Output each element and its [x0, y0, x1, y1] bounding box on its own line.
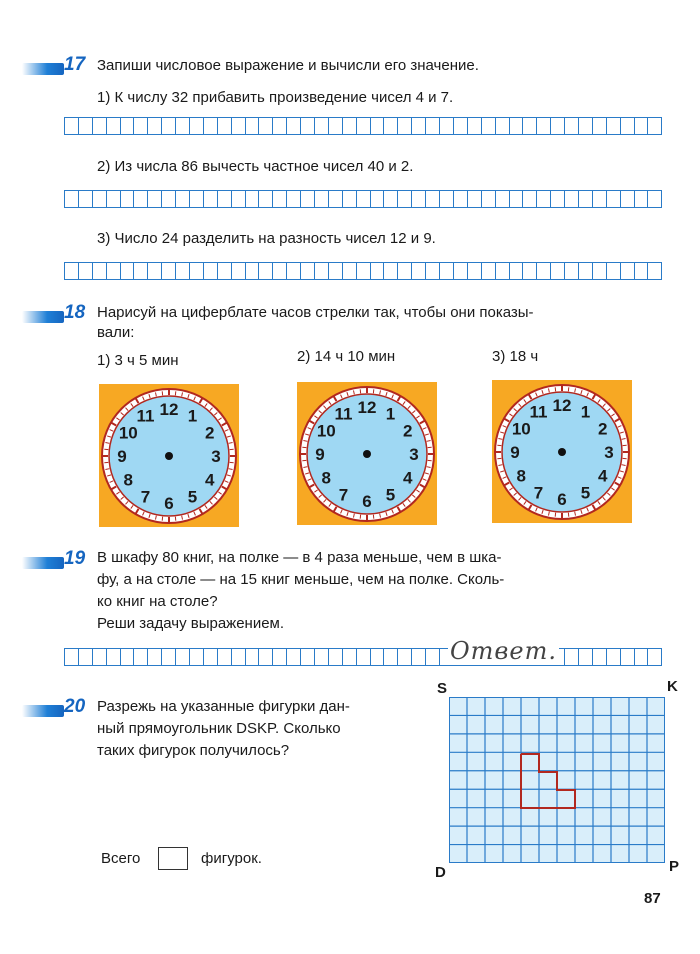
corner-d: D	[435, 864, 446, 881]
dial-number: 1	[385, 404, 396, 424]
dial-number: 4	[204, 470, 215, 490]
grid-cell[interactable]	[190, 117, 204, 135]
grid-cell[interactable]	[246, 190, 260, 208]
grid-cell[interactable]	[148, 262, 162, 280]
grid-cell[interactable]	[273, 262, 287, 280]
grid-cell[interactable]	[412, 117, 426, 135]
grid-cell[interactable]	[176, 190, 190, 208]
dial-number: 12	[357, 398, 377, 417]
grid-cell[interactable]	[134, 190, 148, 208]
grid-cell[interactable]	[357, 262, 371, 280]
grid-cell[interactable]	[315, 648, 329, 666]
grid-cell[interactable]	[648, 190, 662, 208]
grid-cell[interactable]	[496, 262, 510, 280]
grid-cell[interactable]	[93, 262, 107, 280]
grid-cell[interactable]	[232, 117, 246, 135]
page-number: 87	[644, 890, 661, 907]
grid-cell[interactable]	[134, 262, 148, 280]
grid-cell[interactable]	[232, 648, 246, 666]
grid-cell[interactable]	[426, 262, 440, 280]
dial-number: 2	[597, 419, 608, 439]
grid-cell[interactable]	[107, 648, 121, 666]
grid-cell[interactable]	[398, 190, 412, 208]
grid-cell[interactable]	[565, 262, 579, 280]
grid-cell[interactable]	[440, 262, 454, 280]
dial-number: 12	[159, 400, 179, 419]
grid-cell[interactable]	[93, 190, 107, 208]
grid-cell[interactable]	[162, 262, 176, 280]
grid-cell[interactable]	[315, 190, 329, 208]
dial-number: 11	[529, 402, 548, 422]
grid-cell[interactable]	[496, 190, 510, 208]
grid-cell[interactable]	[496, 117, 510, 135]
grid-cell[interactable]	[607, 117, 621, 135]
grid-cell[interactable]	[79, 190, 93, 208]
grid-cell[interactable]	[523, 190, 537, 208]
grid-cell[interactable]	[204, 190, 218, 208]
task-17-title: Запиши числовое выражение и вычисли его значение.	[97, 57, 479, 74]
grid-cell[interactable]	[398, 117, 412, 135]
grid-cell[interactable]	[371, 190, 385, 208]
grid-cell[interactable]	[246, 262, 260, 280]
grid-cell[interactable]	[343, 262, 357, 280]
grid-cell[interactable]	[79, 648, 93, 666]
grid-cell[interactable]	[482, 117, 496, 135]
dial-number: 1	[187, 406, 198, 426]
grid-cell[interactable]	[454, 117, 468, 135]
clock-2-label: 2) 14 ч 10 мин	[297, 348, 396, 365]
grid-cell[interactable]	[454, 262, 468, 280]
task-18-title-line-2: вали:	[97, 324, 135, 341]
dial-number: 6	[362, 492, 372, 511]
grid-cell[interactable]	[246, 117, 260, 135]
grid-cell[interactable]	[412, 648, 426, 666]
grid-cell[interactable]	[232, 262, 246, 280]
grid-cell[interactable]	[287, 262, 301, 280]
grid-cell[interactable]	[65, 190, 79, 208]
grid-cell[interactable]	[593, 262, 607, 280]
answer-grid-19[interactable]	[64, 648, 662, 666]
grid-cell[interactable]	[287, 117, 301, 135]
grid-cell[interactable]	[510, 117, 524, 135]
clock-face	[492, 380, 632, 523]
dial-number: 5	[580, 483, 591, 503]
clock-face	[99, 384, 239, 527]
grid-cell[interactable]	[357, 648, 371, 666]
grid-cell[interactable]	[190, 648, 204, 666]
rectangle-dskp-grid[interactable]	[449, 697, 665, 863]
grid-cell[interactable]	[218, 190, 232, 208]
grid-cell[interactable]	[259, 117, 273, 135]
dial-number: 6	[557, 490, 567, 509]
dial-number: 9	[117, 447, 127, 466]
grid-cell[interactable]	[218, 648, 232, 666]
grid-cell[interactable]	[65, 262, 79, 280]
grid-cell[interactable]	[593, 190, 607, 208]
corner-p: P	[669, 858, 680, 875]
grid-cell[interactable]	[537, 262, 551, 280]
grid-cell[interactable]	[148, 190, 162, 208]
task-20-number: 20	[64, 696, 86, 717]
clock-1-label: 1) 3 ч 5 мин	[97, 352, 179, 369]
dial-number: 8	[123, 470, 134, 490]
grid-cell[interactable]	[635, 190, 649, 208]
grid-cell[interactable]	[176, 262, 190, 280]
grid-cell[interactable]	[426, 648, 440, 666]
task-18-title-line-1: Нарисуй на циферблате часов стрелки так, чтобы они показы-	[97, 304, 534, 321]
dial-number: 2	[402, 421, 413, 441]
grid-cell[interactable]	[468, 190, 482, 208]
grid-cell[interactable]	[579, 190, 593, 208]
grid-cell[interactable]	[523, 262, 537, 280]
grid-cell[interactable]	[482, 262, 496, 280]
grid-cell[interactable]	[468, 262, 482, 280]
task-19-line-2: фу, а на столе — на 15 книг меньше, чем на полке. Сколь-	[97, 571, 505, 588]
grid-cell[interactable]	[551, 117, 565, 135]
grid-cell[interactable]	[343, 117, 357, 135]
grid-cell[interactable]	[246, 648, 260, 666]
grid-cell[interactable]	[593, 648, 607, 666]
grid-cell[interactable]	[510, 262, 524, 280]
grid-cell[interactable]	[273, 190, 287, 208]
grid-cell[interactable]	[134, 648, 148, 666]
answer-grid-17-1[interactable]	[64, 117, 662, 135]
clock-center-dot	[558, 448, 566, 456]
grid-cell[interactable]	[218, 117, 232, 135]
task-20-marker	[22, 705, 64, 717]
dial-number: 11	[136, 406, 155, 426]
grid-cell[interactable]	[384, 190, 398, 208]
dial-number: 10	[316, 421, 336, 441]
grid-cell[interactable]	[523, 117, 537, 135]
grid-cell[interactable]	[190, 262, 204, 280]
dial-number: 3	[409, 445, 419, 464]
grid-cell[interactable]	[607, 648, 621, 666]
grid-cell[interactable]	[232, 190, 246, 208]
grid-cell[interactable]	[635, 648, 649, 666]
grid-cell[interactable]	[204, 262, 218, 280]
grid-cell[interactable]	[357, 117, 371, 135]
grid-cell[interactable]	[593, 117, 607, 135]
dial-number: 3	[604, 443, 614, 462]
grid-cell[interactable]	[371, 648, 385, 666]
grid-cell[interactable]	[301, 190, 315, 208]
grid-cell[interactable]	[648, 117, 662, 135]
grid-cell[interactable]	[440, 117, 454, 135]
grid-cell[interactable]	[579, 117, 593, 135]
grid-cell[interactable]	[384, 262, 398, 280]
task-19-marker	[22, 557, 64, 569]
grid-cell[interactable]	[79, 262, 93, 280]
grid-cell[interactable]	[398, 262, 412, 280]
grid-cell[interactable]	[107, 190, 121, 208]
dial-number: 5	[187, 487, 198, 507]
dial-number: 11	[334, 404, 353, 424]
grid-cell[interactable]	[621, 648, 635, 666]
grid-cell[interactable]	[329, 262, 343, 280]
corner-s: S	[437, 680, 448, 697]
grid-cell[interactable]	[621, 262, 635, 280]
grid-cell[interactable]	[259, 262, 273, 280]
task-20-line-2: ный прямоугольник DSKP. Сколько	[97, 720, 341, 737]
grid-cell[interactable]	[65, 117, 79, 135]
grid-cell[interactable]	[329, 190, 343, 208]
dial-number: 4	[597, 466, 608, 486]
grid-cell[interactable]	[121, 262, 135, 280]
grid-cell[interactable]	[204, 648, 218, 666]
grid-cell[interactable]	[315, 117, 329, 135]
grid-cell[interactable]	[93, 117, 107, 135]
grid-cell[interactable]	[107, 117, 121, 135]
grid-cell[interactable]	[65, 648, 79, 666]
grid-cell[interactable]	[329, 648, 343, 666]
grid-cell[interactable]	[426, 190, 440, 208]
grid-cell[interactable]	[162, 190, 176, 208]
dial-number: 4	[402, 468, 413, 488]
dial-number: 3	[211, 447, 221, 466]
total-prefix: Всего	[101, 850, 141, 867]
dial-number: 8	[516, 466, 527, 486]
total-suffix: фигурок.	[201, 850, 262, 867]
grid-cell[interactable]	[273, 648, 287, 666]
dial-number: 9	[315, 445, 325, 464]
dial-number: 8	[321, 468, 332, 488]
dial-number: 6	[164, 494, 174, 513]
task-19-line-3: ко книг на столе?	[97, 593, 218, 610]
task-19-number: 19	[64, 548, 86, 569]
grid-cell[interactable]	[565, 648, 579, 666]
task-19-line-4: Реши задачу выражением.	[97, 615, 285, 632]
grid-cell[interactable]	[357, 190, 371, 208]
grid-cell[interactable]	[315, 262, 329, 280]
grid-cell[interactable]	[468, 117, 482, 135]
task-17-item-3: 3) Число 24 разделить на разность чисел 12 и 9.	[97, 230, 436, 247]
clock-3[interactable]	[492, 380, 632, 523]
grid-cell[interactable]	[287, 648, 301, 666]
grid-cell[interactable]	[121, 117, 135, 135]
grid-cell[interactable]	[384, 648, 398, 666]
grid-cell[interactable]	[343, 190, 357, 208]
grid-cell[interactable]	[176, 117, 190, 135]
grid-cell[interactable]	[329, 117, 343, 135]
dial-number: 7	[533, 483, 544, 503]
grid-cell[interactable]	[482, 190, 496, 208]
task-17-marker	[22, 63, 64, 75]
answer-grid-17-3[interactable]	[64, 262, 662, 280]
task-17-item-1: 1) К числу 32 прибавить произведение чисел 4 и 7.	[97, 89, 454, 106]
task-19-line-1: В шкафу 80 книг, на полке — в 4 раза меньше, чем в шка-	[97, 549, 502, 566]
task-20-line-1: Разрежь на указанные фигурки дан-	[97, 698, 350, 715]
grid-cell[interactable]	[287, 190, 301, 208]
grid-cell[interactable]	[565, 117, 579, 135]
dial-number: 2	[204, 423, 215, 443]
grid-cell[interactable]	[121, 190, 135, 208]
grid-cell[interactable]	[371, 262, 385, 280]
clock-1[interactable]	[99, 384, 239, 527]
answer-grid-17-2[interactable]	[64, 190, 662, 208]
grid-cell[interactable]	[301, 648, 315, 666]
grid-cell[interactable]	[607, 262, 621, 280]
grid-cell[interactable]	[454, 190, 468, 208]
grid-cell[interactable]	[190, 190, 204, 208]
task-18-number: 18	[64, 302, 86, 323]
grid-cell[interactable]	[579, 262, 593, 280]
grid-cell[interactable]	[412, 190, 426, 208]
grid-cell[interactable]	[510, 190, 524, 208]
grid-cell[interactable]	[93, 648, 107, 666]
dial-number: 10	[511, 419, 531, 439]
grid-cell[interactable]	[259, 190, 273, 208]
dial-number: 1	[580, 402, 591, 422]
figure-count-input[interactable]	[158, 847, 188, 870]
grid-cell[interactable]	[107, 262, 121, 280]
grid-cell[interactable]	[301, 117, 315, 135]
grid-cell[interactable]	[79, 117, 93, 135]
grid-cell[interactable]	[273, 117, 287, 135]
grid-cell[interactable]	[371, 117, 385, 135]
grid-cell[interactable]	[426, 117, 440, 135]
grid-cell[interactable]	[218, 262, 232, 280]
grid-cell[interactable]	[648, 648, 662, 666]
grid-cell[interactable]	[537, 117, 551, 135]
grid-cell[interactable]	[412, 262, 426, 280]
grid-cell[interactable]	[607, 190, 621, 208]
dial-number: 7	[140, 487, 151, 507]
clock-2[interactable]	[297, 382, 437, 525]
grid-cell[interactable]	[621, 117, 635, 135]
grid-cell[interactable]	[162, 648, 176, 666]
answer-label: Ответ.	[450, 637, 557, 665]
dial-number: 12	[552, 396, 572, 415]
grid-cell[interactable]	[148, 117, 162, 135]
clock-center-dot	[165, 452, 173, 460]
grid-cell[interactable]	[565, 190, 579, 208]
grid-cell[interactable]	[551, 190, 565, 208]
task-20-line-3: таких фигурок получилось?	[97, 742, 290, 759]
dial-number: 9	[510, 443, 520, 462]
grid-cell[interactable]	[635, 117, 649, 135]
grid-cell[interactable]	[121, 648, 135, 666]
dial-number: 5	[385, 485, 396, 505]
grid-cell[interactable]	[635, 262, 649, 280]
dial-number: 10	[118, 423, 138, 443]
task-17-item-2: 2) Из числа 86 вычесть частное чисел 40 и 2.	[97, 158, 414, 175]
grid-cell[interactable]	[162, 117, 176, 135]
grid-cell[interactable]	[148, 648, 162, 666]
task-18-marker	[22, 311, 64, 323]
grid-cell[interactable]	[204, 117, 218, 135]
grid-cell[interactable]	[579, 648, 593, 666]
dial-number: 7	[338, 485, 349, 505]
task-17-number: 17	[64, 54, 86, 75]
grid-cell[interactable]	[398, 648, 412, 666]
grid-cell[interactable]	[259, 648, 273, 666]
clock-face	[297, 382, 437, 525]
grid-cell[interactable]	[134, 117, 148, 135]
clock-center-dot	[363, 450, 371, 458]
grid-cell[interactable]	[537, 190, 551, 208]
grid-cell[interactable]	[384, 117, 398, 135]
grid-cell[interactable]	[648, 262, 662, 280]
grid-cell[interactable]	[551, 262, 565, 280]
grid-cell[interactable]	[621, 190, 635, 208]
grid-cell[interactable]	[440, 190, 454, 208]
corner-k: K	[667, 678, 678, 695]
grid-cell[interactable]	[343, 648, 357, 666]
grid-cell[interactable]	[176, 648, 190, 666]
grid-cell[interactable]	[301, 262, 315, 280]
clock-3-label: 3) 18 ч	[492, 348, 539, 365]
